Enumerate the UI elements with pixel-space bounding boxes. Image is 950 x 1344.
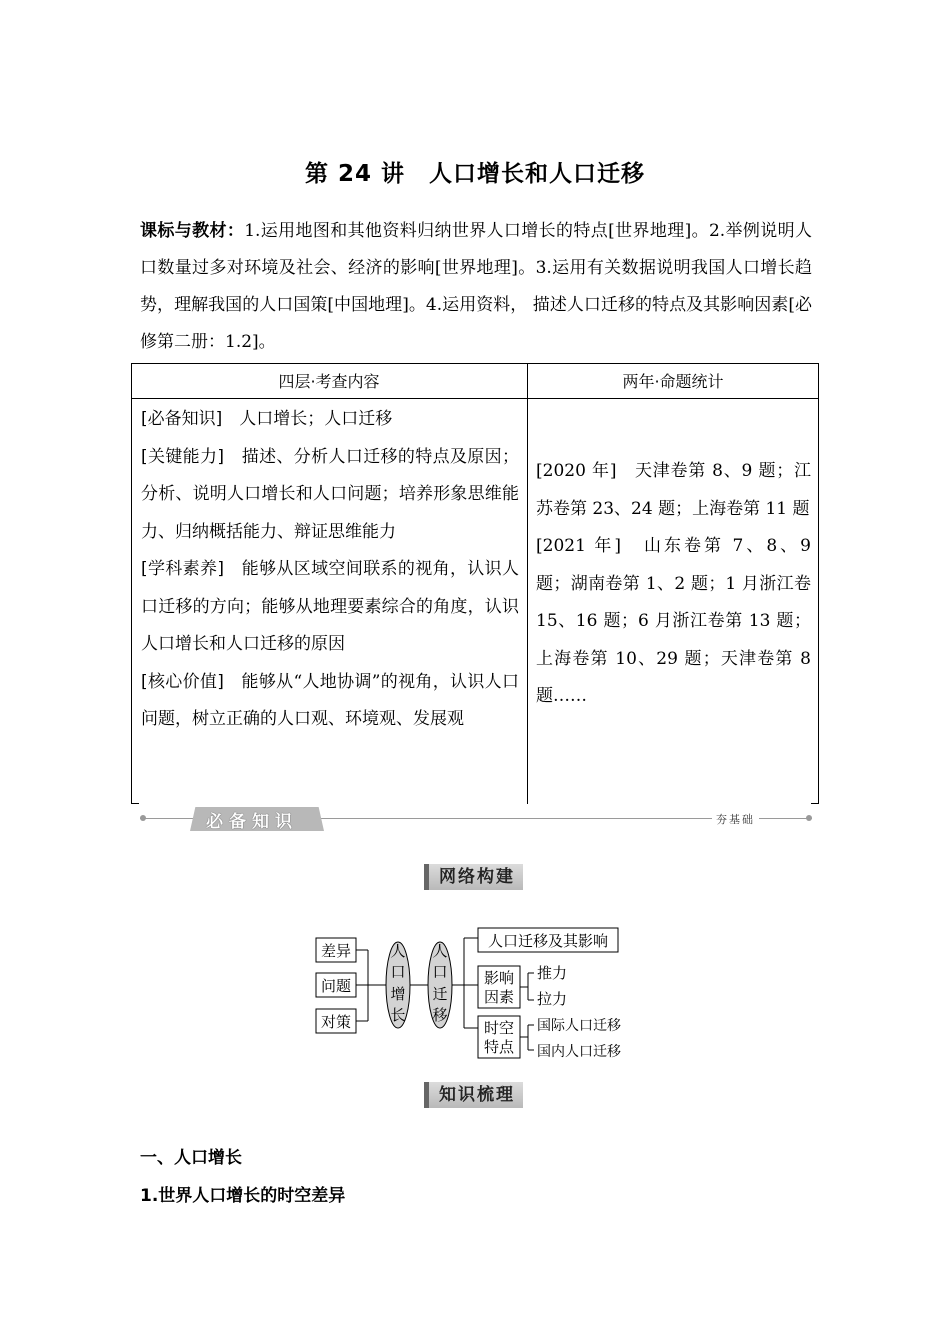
node-growth-char: 人 — [390, 942, 406, 960]
node-migration-char: 口 — [432, 963, 448, 981]
section-network: 网络构建 — [424, 864, 523, 890]
stats-item — [536, 528, 811, 716]
banner-right-label: 夯基础 — [712, 811, 759, 827]
node-problem: 问题 — [320, 977, 352, 995]
content-tag: [核心价值] — [141, 671, 224, 692]
heading-population-growth: 一、人口增长 — [140, 1148, 242, 1168]
node-domestic-migration: 国内人口迁移 — [537, 1044, 621, 1060]
table-cell-stats — [536, 453, 811, 716]
content-text: 能够从“人地协调”的视角，认识人口问题，树立正确的人口观、环境观、发展观 — [141, 671, 520, 729]
node-push: 推力 — [537, 964, 568, 982]
node-pull: 拉力 — [537, 990, 568, 1008]
exam-table — [131, 363, 819, 804]
content-tag: [关键能力] — [141, 446, 225, 467]
intro-label: 课标与教材： — [140, 221, 245, 241]
content-text: 能够从区域空间联系的视角，认识人口迁移的方向；能够从地理要素综合的角度，认识人口增长和人口迁移的原因 — [141, 559, 520, 654]
node-policy: 对策 — [320, 1013, 352, 1031]
stats-tag: [2020 年] — [536, 461, 617, 481]
node-factors: 因素 — [483, 988, 515, 1006]
node-growth-char: 增 — [390, 985, 406, 1003]
content-item — [141, 401, 519, 439]
curriculum-intro — [140, 213, 812, 361]
content-item — [141, 439, 519, 552]
node-migration-char: 迁 — [432, 985, 448, 1003]
content-text: 描述、分析人口迁移的特点及原因；分析、说明人口增长和人口问题；培养形象思维能力、归纳概括能力、辩证思维能力 — [141, 446, 520, 542]
subheading-world-growth: 1.世界人口增长的时空差异 — [140, 1186, 346, 1206]
table-header-stats: 两年·命题统计 — [622, 372, 724, 391]
content-item — [141, 664, 519, 739]
node-growth-char: 口 — [390, 963, 406, 981]
node-growth-char: 长 — [390, 1006, 406, 1024]
section-knowledge: 知识梳理 — [424, 1082, 523, 1108]
node-migration-impact: 人口迁移及其影响 — [487, 932, 609, 950]
node-features: 特点 — [483, 1038, 515, 1056]
stats-text: 山东卷第 7、8、9 题；湖南卷第 1、2 题；1 月浙江卷 15、16 题；6 月浙江卷第 13 题；上海卷第 10、29 题；天津卷第 8 题…… — [536, 536, 811, 706]
content-tag: [必备知识] — [141, 409, 223, 429]
node-factors: 影响 — [483, 969, 515, 987]
content-text: 人口增长；人口迁移 — [222, 409, 393, 429]
concept-map — [312, 920, 642, 1065]
node-diff: 差异 — [320, 942, 352, 960]
node-migration-char: 移 — [432, 1006, 448, 1024]
node-migration-char: 人 — [432, 942, 448, 960]
page-title: 第 24 讲 人口增长和人口迁移 — [304, 161, 646, 187]
table-header-content: 四层·考查内容 — [278, 372, 380, 391]
stats-tag: [2021 年] — [536, 536, 621, 556]
content-tag: [学科素养] — [141, 559, 225, 579]
table-cell-content — [141, 401, 519, 739]
node-features: 时空 — [483, 1019, 515, 1037]
banner-label: 必备知识 — [206, 812, 298, 832]
intro-text: 1.运用地图和其他资料归纳世界人口增长的特点[世界地理]。2.举例说明人口数量过多对环境及社会、经济的影响[世界地理]。3.运用有关数据说明我国人口增长趋势，理解我国的人口国策[中国地理]。4.运用资料， 描述人口迁移的特点及其影响因素[必修第二册：1.2]。 — [140, 221, 813, 352]
node-intl-migration: 国际人口迁移 — [537, 1018, 621, 1034]
stats-text: 天津卷第 8、9 题；江苏卷第 23、24 题；上海卷第 11 题 — [536, 461, 811, 519]
stats-item — [536, 453, 811, 528]
section-banner — [140, 806, 812, 832]
content-item — [141, 551, 519, 664]
